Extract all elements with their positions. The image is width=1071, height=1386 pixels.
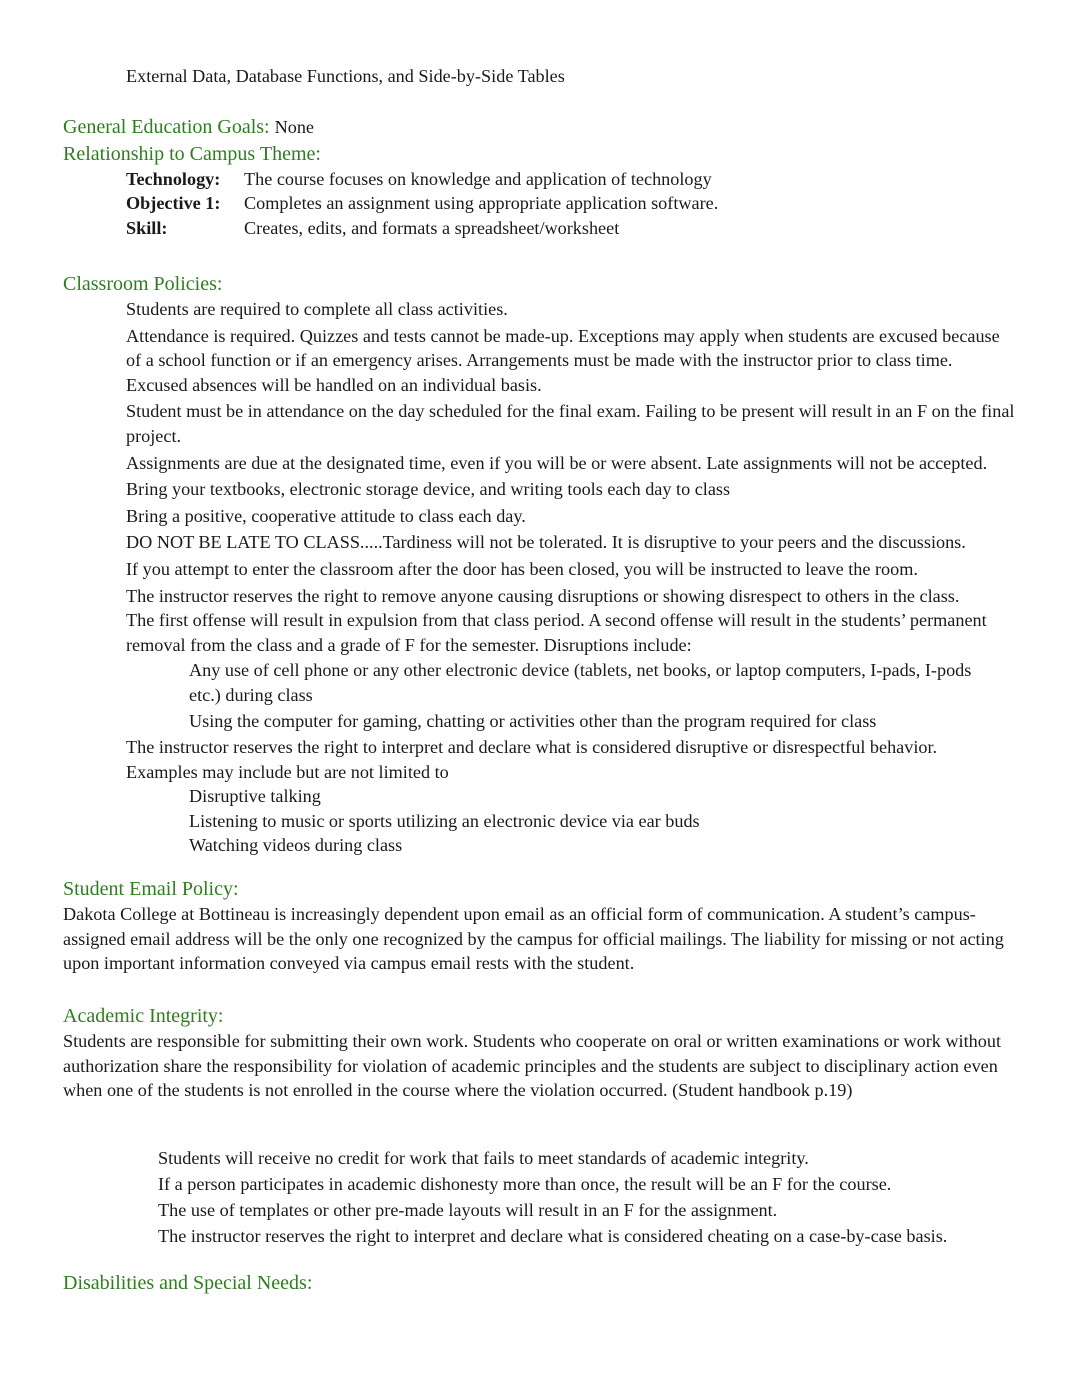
classroom-policies-list bbox=[126, 297, 1016, 858]
policy-item: Students are required to complete all class activities. bbox=[126, 299, 508, 319]
policy-item: Bring your textbooks, electronic storage device, and writing tools each day to class bbox=[126, 479, 731, 500]
policy-item: Student must be in attendance on the day scheduled for the final exam. Failing to be present will result in an F on the final project. bbox=[126, 401, 1015, 446]
policy-item: Bring a positive, cooperative attitude to class each day. bbox=[126, 505, 526, 526]
policy-item: The first offense will result in expulsion from that class period. A second offense will result in the students’ permanent removal from the class and a grade of F for the semester. Disruptions include: bbox=[126, 610, 987, 655]
policy-item: The instructor reserves the right to remove anyone causing disruptions or showing disrespect to others in the class. bbox=[126, 585, 960, 606]
theme-label: Objective 1: bbox=[126, 193, 221, 214]
policy-item: Examples may include but are not limited to bbox=[126, 761, 449, 782]
policy-item: The instructor reserves the right to interpret and declare what is considered disruptive or disrespectful behavior. bbox=[126, 737, 938, 758]
example-item: Listening to music or sports utilizing an electronic device via ear buds bbox=[189, 810, 700, 831]
disabilities-heading: Disabilities and Special Needs: bbox=[63, 1272, 313, 1294]
disruption-item: Using the computer for gaming, chatting or activities other than the program required for class bbox=[189, 710, 877, 731]
integrity-point: The use of templates or other pre-made layouts will result in an F for the assignment. bbox=[158, 1200, 778, 1221]
gen-ed-goals bbox=[63, 114, 314, 140]
campus-theme-table bbox=[126, 167, 718, 240]
theme-label: Technology: bbox=[126, 169, 221, 189]
integrity-points bbox=[158, 1146, 947, 1249]
theme-row bbox=[126, 191, 718, 215]
theme-label: Skill: bbox=[126, 217, 168, 238]
academic-integrity-text: Students are responsible for submitting their own work. Students who cooperate on oral or written examinations or work without authorization share the responsibility for violation of academic principles and the students are subject to disciplinary action even when one of the students is not enrolled in the course where the violation occurred. (Student handbook p.19) bbox=[63, 1031, 1001, 1101]
theme-text: Creates, edits, and formats a spreadsheet/worksheet bbox=[244, 217, 620, 238]
gen-ed-label: General Education Goals: bbox=[63, 116, 270, 138]
gen-ed-value: None bbox=[274, 117, 314, 137]
policy-item: If you attempt to enter the classroom after the door has been closed, you will be instructed to leave the room. bbox=[126, 558, 918, 579]
classroom-policies-heading: Classroom Policies: bbox=[63, 273, 223, 295]
policy-item: DO NOT BE LATE TO CLASS.....Tardiness will not be tolerated. It is disruptive to your peers and the discussions. bbox=[126, 532, 966, 553]
example-item: Disruptive talking bbox=[189, 786, 321, 807]
policy-item: Attendance is required. Quizzes and tests cannot be made-up. Exceptions may apply when students are excused because of a school function or if an emergency arises. Arrangements must be made with the instructor prior to class time. Excused absences will be handled on an individual basis. bbox=[126, 325, 1000, 395]
theme-row bbox=[126, 167, 718, 191]
policy-item: Assignments are due at the designated time, even if you will be or were absent. Late assignments will not be accepted. bbox=[126, 452, 988, 473]
topic-line: External Data, Database Functions, and Side-by-Side Tables bbox=[126, 66, 565, 86]
theme-text: The course focuses on knowledge and application of technology bbox=[244, 169, 712, 189]
theme-text: Completes an assignment using appropriate application software. bbox=[244, 193, 719, 214]
campus-theme-heading: Relationship to Campus Theme: bbox=[63, 143, 321, 165]
disruption-item: Any use of cell phone or any other electronic device (tablets, net books, or laptop computers, I-pads, I-pods etc.) during class bbox=[189, 660, 972, 705]
theme-row bbox=[126, 216, 718, 240]
email-policy-text: Dakota College at Bottineau is increasingly dependent upon email as an official form of communication. A student’s campus-assigned email address will be the only one recognized by the campus for official mailings. The liability for missing or not acting upon important information conveyed via campus email rests with the student. bbox=[63, 904, 1004, 974]
example-item: Watching videos during class bbox=[189, 835, 403, 856]
integrity-point: Students will receive no credit for work that fails to meet standards of academic integrity. bbox=[158, 1148, 809, 1168]
integrity-point: If a person participates in academic dishonesty more than once, the result will be an F for the course. bbox=[158, 1174, 892, 1195]
academic-integrity-heading: Academic Integrity: bbox=[63, 1005, 224, 1027]
email-policy-heading: Student Email Policy: bbox=[63, 878, 239, 900]
integrity-point: The instructor reserves the right to interpret and declare what is considered cheating on a case-by-case basis. bbox=[158, 1226, 948, 1247]
